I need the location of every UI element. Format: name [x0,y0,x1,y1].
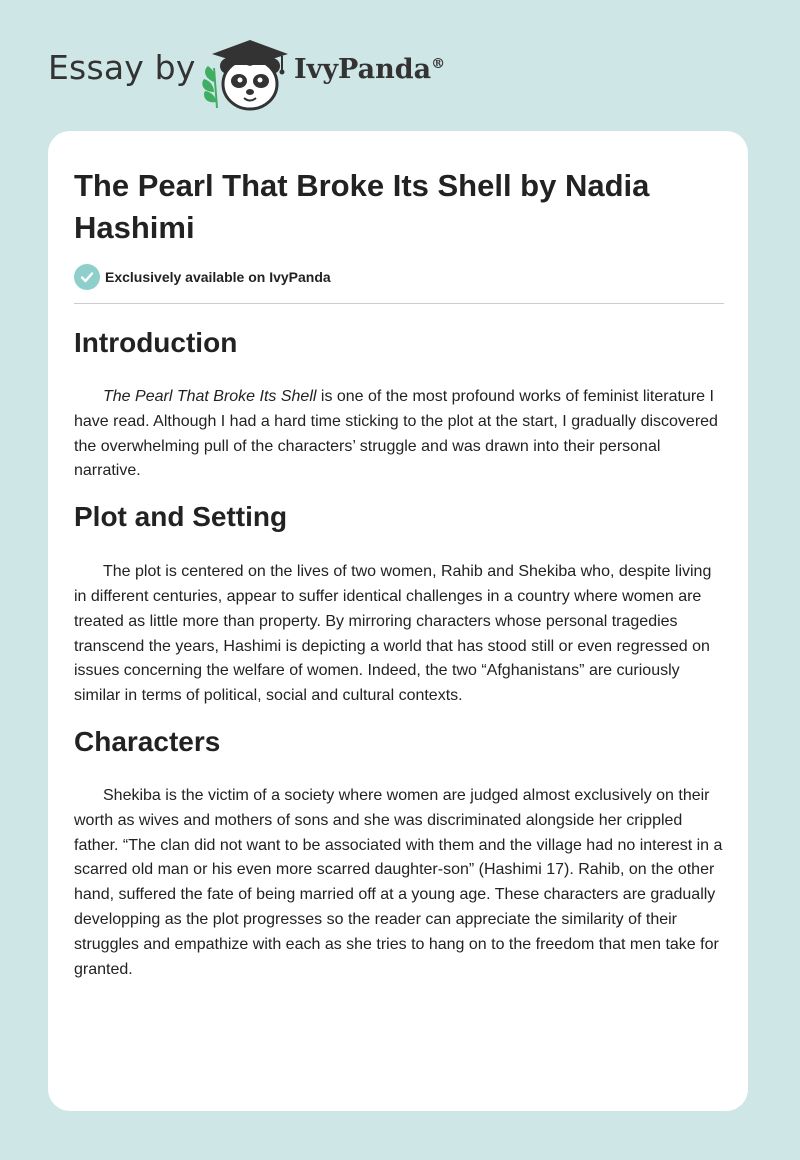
page-title: The Pearl That Broke Its Shell by Nadia Hashimi [74,168,650,245]
registered-mark: ® [431,56,446,72]
brand-header [48,30,508,110]
brand-name: IvyPanda® [294,54,446,85]
panda-graduate-icon [200,34,292,112]
plot-heading: Plot and Setting [74,501,288,533]
leaf-icon [202,66,217,108]
introduction-heading: Introduction [74,327,238,358]
book-title: The Pearl That Broke Its Shell [103,388,317,405]
essay-content [74,321,724,982]
characters-paragraph: Shekiba is the victim of a society where women are judged almost exclusively on their worth as wives and mothers of sons and she was discriminated alongside her crippled father. “The clan did not want to be associated with them and the village had no interest in a scarred old man or his even more scarred daughter-son” (Hashimi 17). Rahib, on the other hand, suffered the fate of being married off at a young age. These characters are gradually developping as the plot progresses so the reader can appreciate the similarity of their struggles and empathize with each as she tries to hang on to the freedom that men take for granted. [74,786,723,978]
badge-text: Exclusively available on IvyPanda [105,269,331,285]
check-icon [74,264,100,290]
brand-prefix: Essay by [48,48,196,87]
characters-heading: Characters [74,725,221,757]
essay-card [48,131,748,1111]
introduction-paragraph [74,385,724,484]
divider [74,303,724,304]
introduction-text: is one of the most profound works of feminist literature I have read. Although I had a hard time sticking to the plot at the start, I gradually discovered the overwhelming pull of the characters’ struggle and was drawn into their personal narrative. [74,388,718,480]
exclusive-badge [74,263,331,291]
plot-paragraph: The plot is centered on the lives of two women, Rahib and Shekiba who, despite living in different centuries, appear to suffer identical challenges in a country where women are treated as little more than property. By mirroring characters whose personal tragedies transcend the years, Hashimi is depicting a world that has stood still or even regressed on issues concerning the welfare of women. Indeed, the two “Afghanistans” are curiously similar in terms of political, social and cultural contexts. [74,563,712,705]
